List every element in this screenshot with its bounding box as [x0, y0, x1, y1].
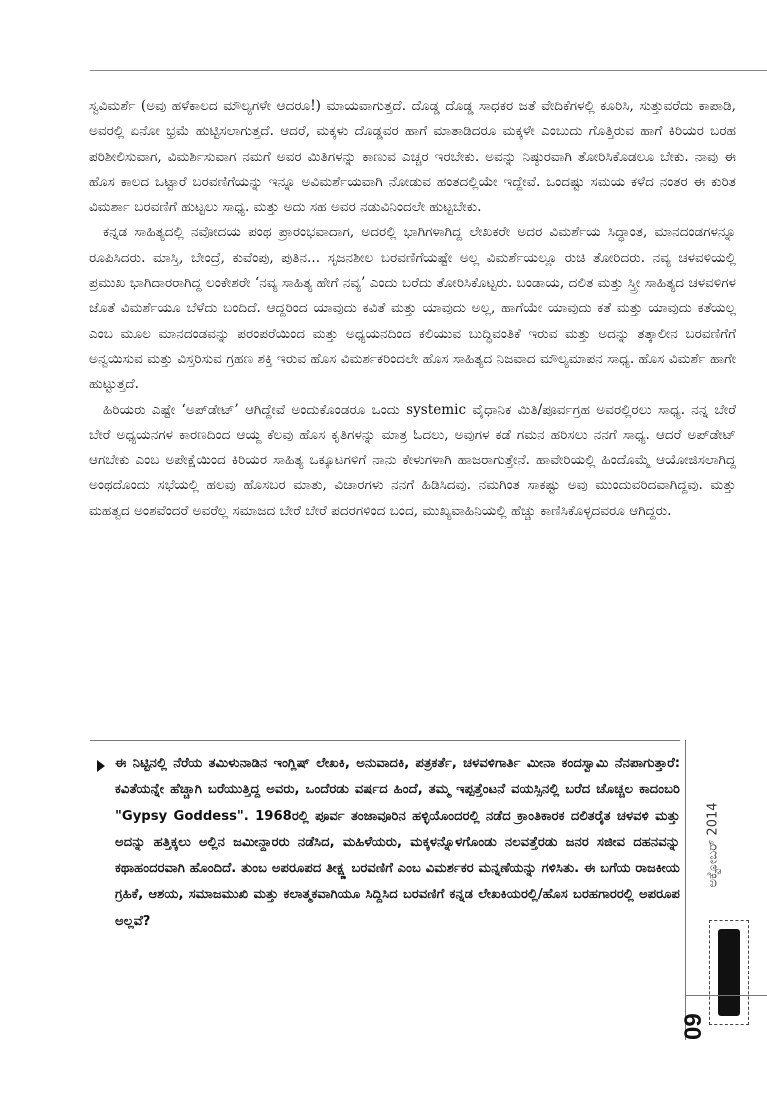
page-number: [680, 1012, 720, 1042]
magazine-logo: [709, 920, 749, 1025]
page-number-text: 09: [680, 1013, 707, 1040]
issue-date-text: ಅಕ್ಟೋಬರ್ 2014: [705, 802, 721, 888]
section-divider: [90, 740, 680, 741]
logo-mark: [718, 929, 740, 1016]
note-box: [115, 751, 680, 935]
article-paragraph-1: ಸ್ವವಿಮರ್ಶೆ (ಅವು ಹಳೆಕಾಲದ ಮೌಲ್ಯಗಳೇ ಆದರೂ!) ಮಾಯವಾಗುತ್ತದೆ. ದೊಡ್ಡ ದೊಡ್ಡ ಸಾಧಕರ ಜತೆ ವೇದಿಕೆಗಳಲ್ಲಿ ಕೂರಿಸಿ, ಸುತ್ತುವರೆದು ಕಾಪಾಡಿ, ಅವರಲ್ಲಿ ಏನೋ ಭ್ರಮೆ ಹುಟ್ಟಿಸಲಾಗುತ್ತದೆ. ಆದರೆ, ಮಕ್ಕಳು ದೊಡ್ಡವರ ಹಾಗೆ ಮಾತಾಡಿದರೂ ಮಕ್ಕಳೇ ಎಂಬುದು ಗೊತ್ತಿರುವ ಹಾಗೆ ಕಿರಿಯರ ಬರಹ ಪರಿಶೀಲಿಸುವಾಗ, ವಿಮರ್ಶಿಸುವಾಗ ನಮಗೆ ಅವರ ಮಿತಿಗಳನ್ನು ಕಾಣುವ ಎಚ್ಚರ ಇರಬೇಕು. ಅವನ್ನು ನಿಷ್ಠುರವಾಗಿ ತೋರಿಸಿಕೊಡಲೂ ಬೇಕು. ನಾವು ಈ ಹೊಸ ಕಾಲದ ಒಟ್ಟಾರೆ ಬರವಣಿಗೆಯನ್ನು ಇನ್ನೂ ಅವಿಮರ್ಶೆಯವಾಗಿ ನೋಡುವ ಹಂತದಲ್ಲಿಯೇ ಇದ್ದೇವೆ. ಒಂದಷ್ಟು ಸಮಯ ಕಳೆದ ನಂತರ ಈ ಕುರಿತ ವಿಮರ್ಶಾ ಬರವಣಿಗೆ ಹುಟ್ಟಲು ಸಾಧ್ಯ. ಮತ್ತು ಅದು ಸಹ ಅವರ ನಡುವಿನಿಂದಲೇ ಹುಟ್ಟಬೇಕು.: [89, 98, 736, 216]
article-paragraph-2: ಕನ್ನಡ ಸಾಹಿತ್ಯದಲ್ಲಿ ನವೋದಯ ಪಂಥ ಪ್ರಾರಂಭವಾದಾಗ, ಅದರಲ್ಲಿ ಭಾಗಿಗಳಾಗಿದ್ದ ಲೇಖಕರೇ ಅದರ ವಿಮರ್ಶೆಯ ಸಿದ್ಧಾಂತ, ಮಾನದಂಡಗಳನ್ನೂ ರೂಪಿಸಿದರು. ಮಾಸ್ತಿ, ಬೇಂದ್ರೆ, ಕುವೆಂಪು, ಪುತಿನ... ಸೃಜನಶೀಲ ಬರವಣಿಗೆಯಷ್ಟೇ ಅಲ್ಲ ವಿಮರ್ಶೆಯಲ್ಲೂ ರುಚಿ ತೋರಿದರು. ನವ್ಯ ಚಳವಳಿಯಲ್ಲಿ ಪ್ರಮುಖ ಭಾಗಿದಾರರಾಗಿದ್ದ ಲಂಕೇಶರೇ ‘ನವ್ಯ ಸಾಹಿತ್ಯ ಹೇಗೆ ನವ್ಯ’ ಎಂದು ಬರೆದು ತೋರಿಸಿಕೊಟ್ಟರು. ಬಂಡಾಯ, ದಲಿತ ಮತ್ತು ಸ್ತ್ರೀ ಸಾಹಿತ್ಯದ ಚಳವಳಿಗಳ ಜೊತೆ ವಿಮರ್ಶೆಯೂ ಬೆಳೆದು ಬಂದಿದೆ. ಆದ್ದರಿಂದ ಯಾವುದು ಕವಿತೆ ಮತ್ತು ಯಾವುದು ಅಲ್ಲ, ಹಾಗೆಯೇ ಯಾವುದು ಕತೆ ಮತ್ತು ಯಾವುದು ಕತೆಯಲ್ಲ ಎಂಬ ಮೂಲ ಮಾನದಂಡವನ್ನು ಪರಂಪರೆಯಿಂದ ಮತ್ತು ಅಧ್ಯಯನದಿಂದ ಕಲಿಯುವ ಬುದ್ಧಿವಂತಿಕೆ ಇರುವ ಮತ್ತು ಅದನ್ನು ತತ್ಕಾಲೀನ ಬರವಣಿಗೆಗೆ ಅನ್ವಯಿಸುವ ಮತ್ತು ವಿಸ್ತರಿಸುವ ಗ್ರಹಣ ಶಕ್ತಿ ಇರುವ ಹೊಸ ವಿಮರ್ಶಕರಿಂದಲೇ ಹೊಸ ಸಾಹಿತ್ಯದ ನಿಜವಾದ ಮೌಲ್ಯಮಾಪನ ಸಾಧ್ಯ. ಹೊಸ ವಿಮರ್ಶೆ ಹಾಗೇ ಹುಟ್ಟುತ್ತದೆ.: [89, 224, 736, 393]
triangle-bullet-icon: [97, 760, 105, 772]
top-rule: [90, 70, 767, 71]
note-text: ಈ ನಿಟ್ಟಿನಲ್ಲಿ ನೆರೆಯ ತಮಿಳುನಾಡಿನ ಇಂಗ್ಲಿಷ್ ಲೇಖಕಿ, ಅನುವಾದಕಿ, ಪತ್ರಕರ್ತೆ, ಚಳವಳಿಗಾರ್ತಿ ಮೀನಾ ಕಂದಸ್ವಾಮಿ ನೆನಪಾಗುತ್ತಾರೆ: ಕವಿತೆಯನ್ನೇ ಹೆಚ್ಚಾಗಿ ಬರೆಯುತ್ತಿದ್ದ ಅವರು, ಒಂದೆರಡು ವರ್ಷದ ಹಿಂದೆ, ತಮ್ಮ ಇಪ್ಪತ್ತೆಂಟನೆ ವಯಸ್ಸಿನಲ್ಲಿ ಬರೆದ ಚೊಚ್ಚಲ ಕಾದಂಬರಿ "Gypsy Goddess". 1968ರಲ್ಲಿ ಪೂರ್ವ ತಂಜಾವೂರಿನ ಹಳ್ಳಿಯೊಂದರಲ್ಲಿ ನಡೆದ ಕ್ರಾಂತಿಕಾರಕ ದಲಿತರೈತ ಚಳವಳಿ ಮತ್ತು ಅದನ್ನು ಹತ್ತಿಕ್ಕಲು ಅಲ್ಲಿನ ಜಮೀನ್ದಾರರು ನಡೆಸಿದ, ಮಹಿಳೆಯರು, ಮಕ್ಕಳನ್ನೊಳಗೊಂಡು ನಲವತ್ತೆರಡು ಜನರ ಸಜೀವ ದಹನವನ್ನು ಕಥಾಹಂದರವಾಗಿ ಹೊಂದಿದೆ. ತುಂಬ ಅಪರೂಪದ ತೀಕ್ಷ್ಣ ಬರವಣಿಗೆ ಎಂಬ ವಿಮರ್ಶಕರ ಮನ್ನಣೆಯನ್ನು ಗಳಿಸಿತು. ಈ ಬಗೆಯ ರಾಜಕೀಯ ಗ್ರಹಿಕೆ, ಆಶಯ, ಸಮಾಜಮುಖಿ ಮತ್ತು ಕಲಾತ್ಮಕವಾಗಿಯೂ ಸಿದ್ದಿಸಿದ ಬರವಣಿಗೆ ಕನ್ನಡ ಲೇಖಕಿಯರಲ್ಲಿ/ಹೊಸ ಬರಹಗಾರರಲ್ಲಿ ಅಪರೂಪ ಅಲ್ಲವೆ?: [115, 756, 680, 929]
article-body: [89, 94, 736, 524]
article-paragraph-3: ಹಿರಿಯರು ಎಷ್ಟೇ ‘ಅಪ್‌ಡೇಟ್’ ಆಗಿದ್ದೇವೆ ಅಂದುಕೊಂಡರೂ ಒಂದು systemic ವೈಧಾನಿಕ ಮಿತಿ/ಪೂರ್ವಗ್ರಹ ಅವರಲ್ಲಿರಲು ಸಾಧ್ಯ. ನನ್ನ ಬೇರೆ ಬೇರೆ ಅಧ್ಯಯನಗಳ ಕಾರಣದಿಂದ ಆಯ್ದ ಕೆಲವು ಹೊಸ ಕೃತಿಗಳನ್ನು ಮಾತ್ರ ಓದಲು, ಅವುಗಳ ಕಡೆ ಗಮನ ಹರಿಸಲು ನನಗೆ ಸಾಧ್ಯ. ಆದರೆ ಅಪ್‌ಡೇಟ್ ಆಗಬೇಕು ಎಂಬ ಅಪೇಕ್ಷೆಯಿಂದ ಕಿರಿಯರ ಸಾಹಿತ್ಯ ಒಕ್ಕೂಟಗಳಿಗೆ ನಾನು ಕೇಳುಗಳಾಗಿ ಹಾಜರಾಗುತ್ತೇನೆ. ಹಾವೇರಿಯಲ್ಲಿ ಹಿಂದೊಮ್ಮೆ ಆಯೋಜಿಸಲಾಗಿದ್ದ ಅಂಥದೊಂದು ಸಭೆಯಲ್ಲಿ ಹಲವು ಹೊಸಬರ ಮಾತು, ವಿಚಾರಗಳು ನನಗೆ ಹಿಡಿಸಿದವು. ನಮಗಿಂತ ಸಾಕಷ್ಟು ಅವು ಮುಂದುವರಿದವಾಗಿದ್ದವು. ಮತ್ತು ಮಹತ್ವದ ಅಂಶವೆಂದರೆ ಅವರೆಲ್ಲ ಸಮಾಜದ ಬೇರೆ ಬೇರೆ ಪದರಗಳಿಂದ ಬಂದ, ಮುಖ್ಯವಾಹಿನಿಯಲ್ಲಿ ಹೆಚ್ಚು ಕಾಣಿಸಿಕೊಳ್ಳದವರೂ ಆಗಿದ್ದರು.: [89, 401, 736, 519]
sidebar-rule: [685, 995, 767, 996]
